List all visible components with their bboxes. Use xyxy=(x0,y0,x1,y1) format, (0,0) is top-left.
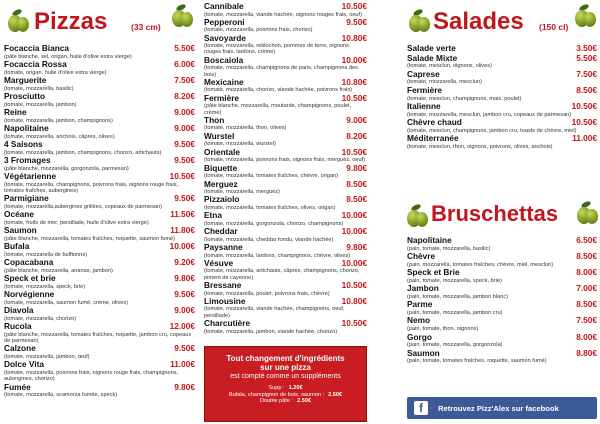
item-name: Marguerite xyxy=(4,75,47,85)
item-name: Parme xyxy=(407,299,433,310)
item-price: 9.50€ xyxy=(174,193,195,204)
menu-item xyxy=(407,102,597,118)
menu-item xyxy=(204,259,367,281)
item-name: Savoyarde xyxy=(204,32,246,43)
item-description: (tomate, mesclun, thon, oignons, poivrons, olives, anchois) xyxy=(407,143,553,150)
pizza-list xyxy=(4,44,195,398)
item-name: Jambon xyxy=(407,283,439,294)
item-description: (tomate, mozzarella, thon, olives) xyxy=(204,125,287,132)
menu-item xyxy=(204,148,367,164)
menu-item xyxy=(204,2,367,18)
olive-icon xyxy=(575,202,599,226)
item-name: Merguez xyxy=(204,178,238,189)
item-price: 10.80€ xyxy=(341,76,367,87)
menu-item xyxy=(4,360,195,382)
menu-item xyxy=(204,18,367,34)
menu-item xyxy=(204,243,367,259)
menu-item xyxy=(407,118,597,134)
info-line2: sur une pizza xyxy=(260,363,311,372)
facebook-text[interactable]: Retrouvez Pizz'Alex sur facebook xyxy=(438,403,559,413)
item-price: 10.00€ xyxy=(341,54,367,65)
item-name: Limousine xyxy=(204,295,246,306)
item-price: 9.50€ xyxy=(174,155,195,165)
menu-item xyxy=(204,132,367,148)
menu-item xyxy=(204,281,367,297)
item-price: 9.50€ xyxy=(174,139,195,149)
menu-item xyxy=(4,194,195,210)
salades-title: Salades xyxy=(433,8,524,35)
olive-icon xyxy=(405,205,429,229)
item-description: (tomate, mozzarella, lardons, champignons, chèvre, olives) xyxy=(204,252,351,259)
item-price: 8.20€ xyxy=(174,91,195,101)
item-price: 9.80€ xyxy=(174,273,195,284)
item-description: (tomate, mozzarella, scamorza fumée, speck) xyxy=(4,392,118,399)
olive-icon xyxy=(6,10,30,34)
menu-item xyxy=(407,70,597,86)
item-price: 10.00€ xyxy=(169,241,195,252)
item-name: Charcutière xyxy=(204,318,251,329)
menu-item xyxy=(407,268,597,284)
facebook-icon[interactable]: f xyxy=(414,401,428,415)
item-name: Fermière xyxy=(407,85,443,96)
menu-item xyxy=(204,94,367,116)
item-name: Mexicaine xyxy=(204,76,244,87)
menu-item xyxy=(204,297,367,319)
menu-item xyxy=(4,124,195,140)
item-price: 10.50€ xyxy=(341,318,367,329)
item-description: (pâte blanche, mozzarella, tomates fraîches, roquette, jambon cru, copeaux de parmesan) xyxy=(4,331,192,344)
item-description: (pâte blanche, mozzarella, ananas, jambon) xyxy=(4,267,113,274)
menu-item xyxy=(4,258,195,274)
item-name: Vésuve xyxy=(204,257,234,268)
item-name: Italienne xyxy=(407,101,441,112)
pizzas-header xyxy=(4,0,195,44)
item-price: 10.50€ xyxy=(169,171,195,181)
item-name: Bressane xyxy=(204,280,242,291)
item-name: Bufala xyxy=(4,241,30,252)
item-description: (pain, tomate, mozzarella, jambon cru) xyxy=(407,309,503,316)
menu-item xyxy=(407,236,597,252)
item-description: (tomate, mozzarella, gorgonzola, chorizo, champignons) xyxy=(204,220,344,227)
item-price: 11.00€ xyxy=(170,359,195,370)
menu-item xyxy=(4,290,195,306)
info-line3: est compté comme un suppléments xyxy=(230,373,341,380)
item-description: (pain, tomate, mozzarella, speck, brie) xyxy=(407,277,502,284)
menu-item xyxy=(407,134,597,150)
item-name: Focaccia Rossa xyxy=(4,59,67,69)
item-price: 6.50€ xyxy=(576,235,597,245)
item-description: (tomate, mozzarella, jambon, viande hachée, chorizo) xyxy=(204,328,338,335)
menu-item xyxy=(4,242,195,258)
item-name: Fermière xyxy=(204,92,240,103)
menu-item xyxy=(204,34,367,56)
item-price: 10.00€ xyxy=(341,257,367,268)
item-description: (tomate, mozzarella, merguez) xyxy=(204,189,280,196)
menu-item xyxy=(204,180,367,196)
item-description: (tomate, mozzarella, speck, brie) xyxy=(4,283,86,290)
item-name: Norvégienne xyxy=(4,289,55,300)
item-price: 9.00€ xyxy=(174,305,195,316)
menu-item xyxy=(407,54,597,70)
item-name: Calzone xyxy=(4,343,36,354)
item-name: Biquette xyxy=(204,162,238,173)
item-description: (tomate, mesclun, champignons, mais, poulet) xyxy=(407,95,522,102)
menu-item xyxy=(4,108,195,124)
double-price: 2.50€ xyxy=(297,398,312,404)
menu-item xyxy=(4,76,195,92)
menu-item xyxy=(407,86,597,102)
menu-item xyxy=(4,44,195,60)
item-name: Méditerranée xyxy=(407,133,459,144)
item-name: Boscaiola xyxy=(204,54,244,65)
item-price: 6.00€ xyxy=(174,59,195,69)
item-description: (tomate, mozzarella, poivrons frais, oignons frais, merguez, oeuf) xyxy=(204,157,366,164)
item-name: Paysanne xyxy=(204,242,243,253)
item-price: 11.50€ xyxy=(170,209,195,220)
item-price: 11.00€ xyxy=(572,133,597,144)
item-description: (tomate, mozzarella, saumon fumé, crème, olives) xyxy=(4,299,129,306)
item-name: Thon xyxy=(204,114,225,125)
bufala-label: Bufala, champignon de bois, saumon : xyxy=(228,391,325,398)
item-price: 10.50€ xyxy=(341,92,367,103)
item-price: 8.80€ xyxy=(576,347,597,358)
item-name: Rucola xyxy=(4,321,32,332)
menu-item xyxy=(4,383,195,399)
pizzas-section xyxy=(4,0,195,399)
bruschettas-header xyxy=(407,198,597,236)
item-price: 11.80€ xyxy=(170,225,195,236)
item-description: (tomate, mozzarella, cheddar fondu, viande hachée) xyxy=(204,236,334,243)
menu-item xyxy=(204,195,367,211)
item-description: (tomate, mozzarella, jambon, œuf) xyxy=(4,353,90,360)
item-description: (tomate, mesclun, oignons, olives) xyxy=(407,63,492,70)
item-price: 12.00€ xyxy=(169,321,195,332)
item-description: (tomate, origan, huile d'olive extra vierge) xyxy=(4,69,107,76)
item-description: (pâte blanche, mozzarella, tomates fraîches, roquette, saumon fumé) xyxy=(4,235,176,242)
item-description: (pain, tomate, mozzarella, basilic) xyxy=(407,245,491,252)
item-description: (pain, tomate, mozzarella, jambon blanc) xyxy=(407,293,509,300)
item-price: 10.00€ xyxy=(341,210,367,221)
item-price: 8.20€ xyxy=(346,130,367,141)
item-name: Diavola xyxy=(4,305,34,316)
item-price: 5.50€ xyxy=(576,52,597,63)
item-description: (pâte blanche, sel, origan, huile d'olive extra vierge) xyxy=(4,53,132,60)
item-name: 3 Fromages xyxy=(4,155,51,165)
item-name: Dolce Vita xyxy=(4,359,44,370)
item-name: Napolitaine xyxy=(407,235,452,245)
item-description: (pain, mozzarella, tomates fraîches, chèvre, miel, mesclun) xyxy=(407,261,554,268)
item-description: (tomate, mozzarella, basilic) xyxy=(4,85,74,92)
menu-item xyxy=(4,210,195,226)
menu-item xyxy=(204,116,367,132)
item-price: 7.00€ xyxy=(576,283,597,294)
special-list xyxy=(204,2,367,335)
item-price: 10.50€ xyxy=(571,117,597,128)
salades-section xyxy=(407,0,597,150)
item-name: Fumée xyxy=(4,381,31,392)
item-price: 8.50€ xyxy=(576,251,597,262)
item-name: Prosciutto xyxy=(4,91,46,101)
item-name: 4 Saisons xyxy=(4,139,43,149)
menu-item xyxy=(204,211,367,227)
item-name: Végétarienne xyxy=(4,171,57,181)
item-price: 9.50€ xyxy=(174,289,195,300)
item-name: Copacabana xyxy=(4,257,54,268)
supp-label: Supp : xyxy=(268,385,285,391)
olive-icon xyxy=(573,5,597,29)
item-name: Chèvre chaud xyxy=(407,117,462,128)
menu-item xyxy=(204,164,367,180)
item-price: 10.50€ xyxy=(341,146,367,157)
item-description: (tomate, mozzarella de buffionne) xyxy=(4,251,88,258)
item-name: Pepperoni xyxy=(204,16,245,27)
menu-item xyxy=(407,252,597,268)
pizzas-size: (33 cm) xyxy=(131,22,161,32)
item-price: 10.80€ xyxy=(341,295,367,306)
menu-item xyxy=(204,227,367,243)
item-description: (tomate, mozzarella, tomates fraîches, olives, origan) xyxy=(204,204,336,211)
item-description: (pâte blanche, mozzarella, moutarde, champignons, poulet, crème) xyxy=(204,103,352,116)
item-price: 8.50€ xyxy=(346,194,367,205)
menu-item xyxy=(204,56,367,78)
pizzas-title: Pizzas xyxy=(34,8,108,35)
item-name: Napolitaine xyxy=(4,123,49,133)
item-name: Speck et Brie xyxy=(407,267,460,278)
item-name: Reine xyxy=(4,107,27,117)
salade-list xyxy=(407,44,597,150)
facebook-banner[interactable] xyxy=(407,397,597,419)
item-description: (pain, tomate, mozzarella, gorgonzola) xyxy=(407,342,503,349)
item-price: 9.00€ xyxy=(174,123,195,133)
item-price: 3.50€ xyxy=(576,43,597,53)
specials-section xyxy=(204,2,367,335)
item-description: (tomate, mozzarella, reblochon, pommes de terre, oignons rouges frais, lardons, crème) xyxy=(204,43,349,56)
item-price: 5.50€ xyxy=(174,43,195,53)
item-description: (tomate, mozzarella, poivrons frais, oignons rouge frais, champignons, aubergines, chorizo) xyxy=(4,369,179,383)
item-description: (tomate, mozzarella, tomates fraîches, chèvre, origan) xyxy=(204,173,338,180)
item-price: 10.50€ xyxy=(341,280,367,291)
item-name: Gorgo xyxy=(407,331,432,342)
menu-item xyxy=(407,316,597,332)
item-price: 8.00€ xyxy=(576,267,597,278)
item-name: Salade Mixte xyxy=(407,52,458,63)
item-name: Focaccia Bianca xyxy=(4,43,70,53)
menu-item xyxy=(4,322,195,344)
item-description: (tomate, mozzarella, viande hachée, champignons, oeuf, persillade) xyxy=(204,306,345,319)
item-price: 10.50€ xyxy=(341,1,367,11)
item-name: Caprese xyxy=(407,68,440,79)
item-description: (tomate, mozzarella, chorizo) xyxy=(4,315,77,322)
info-line1: Tout changement d'ingrédients xyxy=(226,354,345,363)
item-description: (tomate, mozzarella, wurstel) xyxy=(204,141,276,148)
menu-item xyxy=(4,306,195,322)
item-price: 9.20€ xyxy=(174,257,195,268)
salades-header xyxy=(407,0,597,44)
item-name: Salade verte xyxy=(407,43,456,53)
bruschettas-section xyxy=(407,198,597,365)
item-description: (pain, tomate, tomates fraîches, roquette, saumon fumé) xyxy=(407,358,547,365)
item-price: 9.00€ xyxy=(174,107,195,117)
item-name: Orientale xyxy=(204,146,240,157)
item-description: (tomate, mozzarella, champignons, poivrons frais, oignons rouge frais, tomates fraîches, aubergines) xyxy=(4,181,179,194)
item-name: Cannibale xyxy=(204,1,244,11)
item-name: Cheddar xyxy=(204,226,238,237)
item-description: (tomate, mozzarella,aubergines grillées, copeaux de parmesan) xyxy=(4,203,162,210)
item-price: 9.80€ xyxy=(346,162,367,173)
item-description: (tomate, mozzarella, champignons de paris, champignons des bois) xyxy=(204,65,358,78)
item-price: 10.80€ xyxy=(341,32,367,43)
item-price: 8.50€ xyxy=(576,299,597,310)
item-name: Océane xyxy=(4,209,34,220)
item-description: (tomate, mozzarella, jambon) xyxy=(4,101,77,108)
item-description: (pain, tomate, thon, oignons) xyxy=(407,325,479,332)
item-price: 9.50€ xyxy=(174,343,195,354)
item-description: (tomate, mozzarella, anchois, câpres, olives) xyxy=(4,133,115,140)
item-name: Parmigiane xyxy=(4,193,49,204)
item-price: 8.50€ xyxy=(346,178,367,189)
item-price: 9.50€ xyxy=(346,16,367,27)
menu-item xyxy=(4,92,195,108)
item-description: (pâte blanche, mozzarella, gorgonzola, parmesan) xyxy=(4,165,129,172)
menu-item xyxy=(407,300,597,316)
item-description: (tomate, mozzarella, jambon, champignons, chorizo, artichauts) xyxy=(4,149,162,156)
menu-item xyxy=(407,349,597,365)
bufala-price: 2.50€ xyxy=(328,391,343,398)
item-price: 7.50€ xyxy=(576,315,597,326)
item-description: (tomate, mozzarella, poivrons frais, chorizo) xyxy=(204,27,313,34)
menu-item xyxy=(4,140,195,156)
item-price: 9.00€ xyxy=(346,114,367,125)
item-price: 9.80€ xyxy=(346,242,367,253)
menu-item xyxy=(4,172,195,194)
bruschettas-title: Bruschettas xyxy=(431,201,559,226)
menu-item xyxy=(204,78,367,94)
olive-icon xyxy=(407,10,431,34)
supp-price: 1.20€ xyxy=(288,385,303,391)
item-description: (tomate, mozzarella, chorizo, viande hachée, poivrons frais) xyxy=(204,87,352,94)
item-price: 10.50€ xyxy=(571,101,597,112)
menu-item xyxy=(4,274,195,290)
double-label: Double pâte : xyxy=(259,398,294,404)
item-name: Chèvre xyxy=(407,251,436,262)
item-description: (tomate, mozzarella, mesclun, jambon cru, copeaux de parmesan) xyxy=(407,111,572,118)
salades-size: (150 cl) xyxy=(539,22,569,32)
item-name: Nemo xyxy=(407,315,431,326)
item-description: (tomate, fruits de mer, persillade, huile d'olive extra vierge) xyxy=(4,219,149,226)
item-name: Saumon xyxy=(4,225,37,236)
item-description: (tomate, mozzarella, mesclun) xyxy=(407,79,482,86)
item-price: 8.00€ xyxy=(576,331,597,342)
item-price: 8.50€ xyxy=(576,85,597,96)
bruschetta-list xyxy=(407,236,597,364)
item-price: 10.00€ xyxy=(341,226,367,237)
item-name: Etna xyxy=(204,210,222,221)
item-description: (tomate, mesclun, champignons, jambon cru, toasts de chèvre, miel) xyxy=(407,127,577,134)
menu-item xyxy=(4,156,195,172)
menu-item xyxy=(407,284,597,300)
menu-item xyxy=(204,319,367,335)
menu-item xyxy=(4,60,195,76)
menu-item xyxy=(407,333,597,349)
item-name: Wurstel xyxy=(204,130,235,141)
item-description: (tomate, mozzarella, poulet, poivrons frais, chèvre) xyxy=(204,290,330,297)
ingredients-info-box xyxy=(204,346,367,422)
item-name: Pizzaiolo xyxy=(204,194,240,205)
item-description: (tomate, mozzarella, jambon, champignons) xyxy=(4,117,113,124)
item-description: (tomate, mozzarella, artichauts, câpres, champignons, chorizo, piment de cayenne) xyxy=(204,268,360,281)
item-price: 7.50€ xyxy=(174,75,195,85)
menu-item xyxy=(4,344,195,360)
item-price: 7.50€ xyxy=(576,68,597,79)
item-description: (tomate, mozzarella, viande hachée, oignons rouges frais, oeuf) xyxy=(204,11,362,18)
item-price: 9.80€ xyxy=(174,381,195,392)
item-name: Speck et brie xyxy=(4,273,56,284)
item-name: Saumon xyxy=(407,347,440,358)
menu-item xyxy=(4,226,195,242)
olive-icon xyxy=(170,5,194,29)
